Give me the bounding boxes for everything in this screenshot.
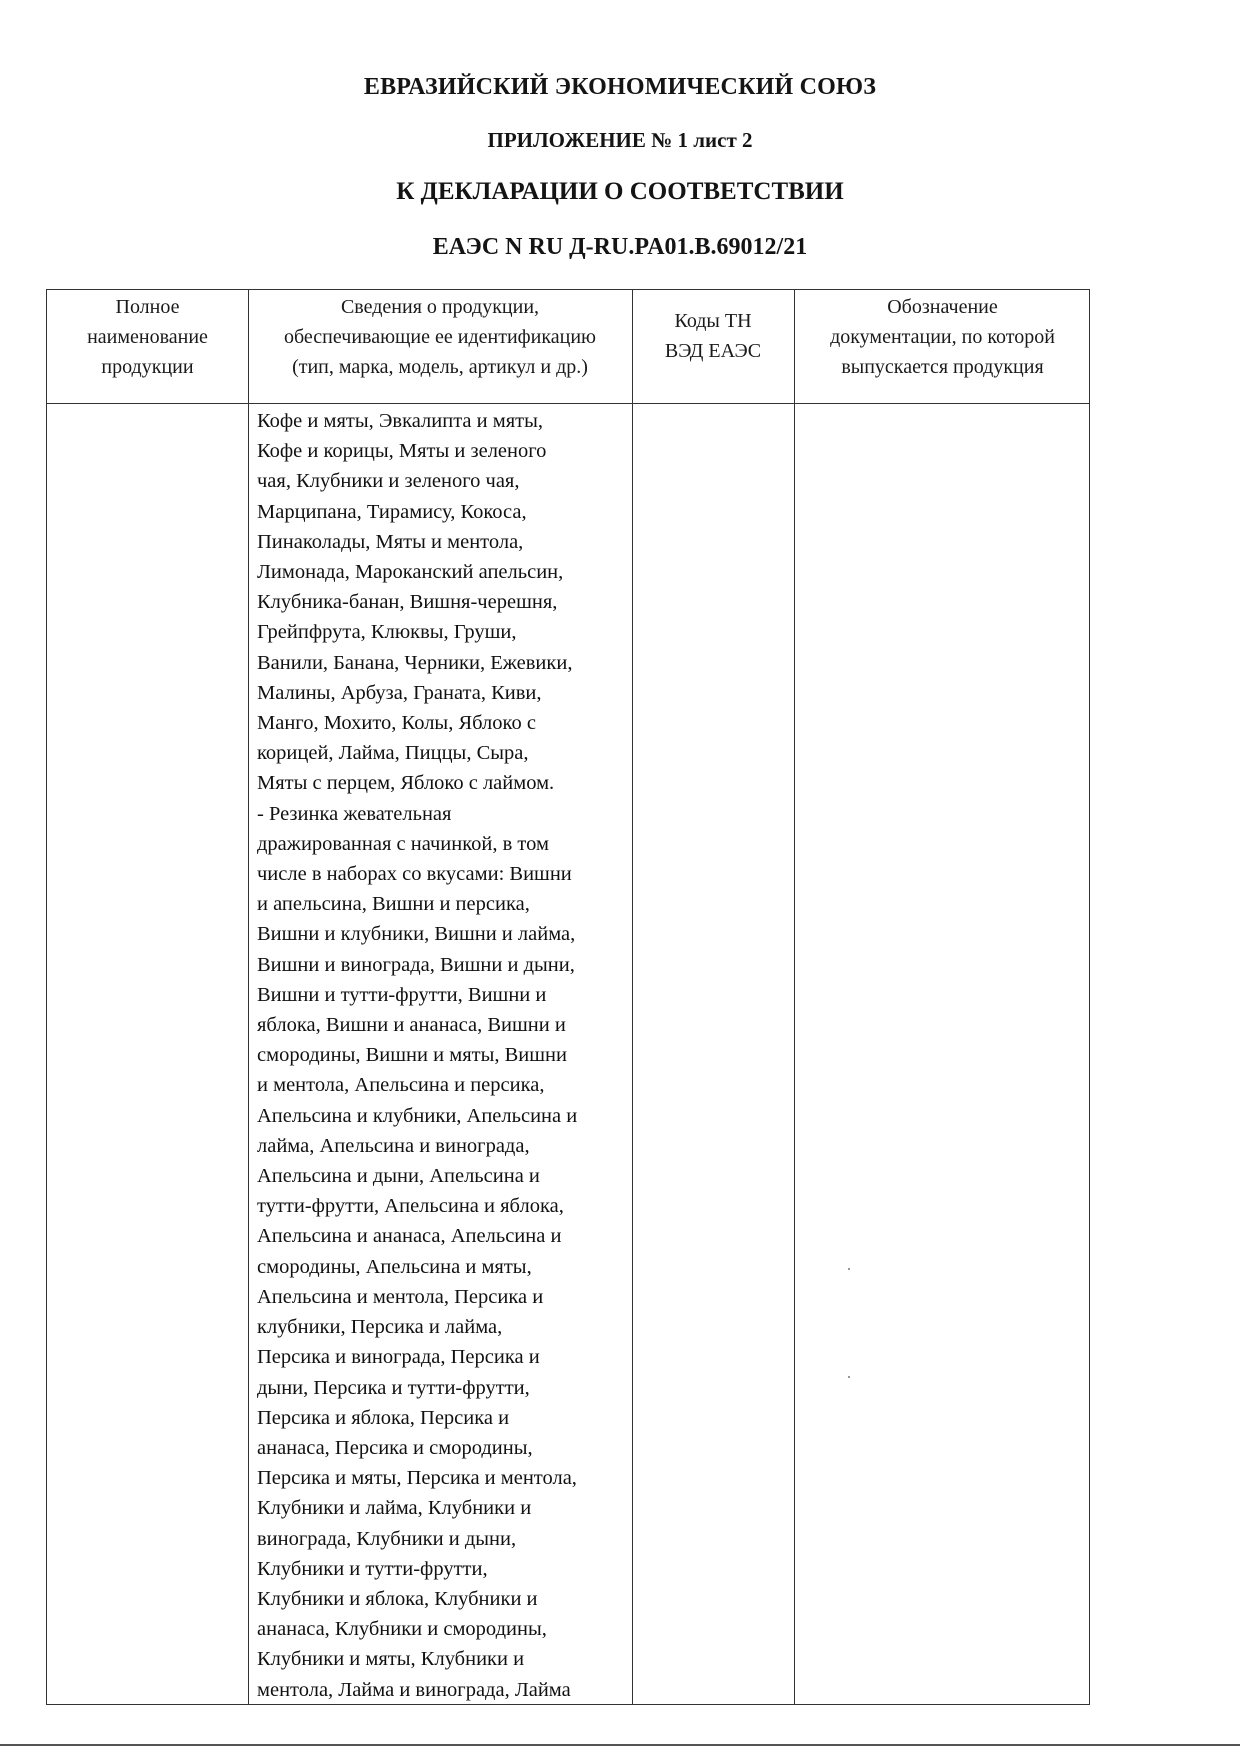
product-info-line: Персика и винограда, Персика и <box>257 1346 540 1369</box>
product-info-line: и апельсина, Вишни и персика, <box>257 893 530 916</box>
product-info-line: Лимонада, Мароканский апельсин, <box>257 561 564 584</box>
product-info-line: ментола, Лайма и винограда, Лайма <box>257 1678 571 1701</box>
product-info-line: Апельсина и дыни, Апельсина и <box>257 1165 540 1188</box>
scan-speck <box>848 1376 850 1378</box>
header-product-info-text: Сведения о продукции, обеспечивающие ее идентификацию (тип, марка, модель, артикул и др.) <box>284 296 596 378</box>
product-info-line: Апельсина и ананаса, Апельсина и <box>257 1225 562 1248</box>
header-tn-ved-codes-text: Коды ТН ВЭД ЕАЭС <box>664 310 762 362</box>
product-info-line: дыни, Персика и тутти-фрутти, <box>257 1376 530 1399</box>
product-info-line: тутти-фрутти, Апельсина и яблока, <box>257 1195 564 1218</box>
product-info-line: Клубники и тутти-фрутти, <box>257 1557 488 1580</box>
product-info-line: корицей, Лайма, Пиццы, Сыра, <box>257 742 529 765</box>
product-info-line: ананаса, Персика и смородины, <box>257 1436 533 1459</box>
product-info-line: Клубники и мяты, Клубники и <box>257 1648 525 1671</box>
union-title: ЕВРАЗИЙСКИЙ ЭКОНОМИЧЕСКИЙ СОЮЗ <box>363 74 877 100</box>
scan-speck <box>848 1268 850 1270</box>
product-info-line: числе в наборах со вкусами: Вишни <box>257 863 572 886</box>
column-divider <box>248 290 249 1704</box>
product-info-line: Клубника-банан, Вишня-черешня, <box>257 591 558 614</box>
header-documentation <box>794 290 1091 403</box>
declaration-title: К ДЕКЛАРАЦИИ О СООТВЕТСТВИИ <box>396 178 844 205</box>
product-info-line: ананаса, Клубники и смородины, <box>257 1618 547 1641</box>
product-info-line: Марципана, Тирамису, Кокоса, <box>257 500 527 523</box>
product-info-line: - Резинка жевательная <box>257 802 452 825</box>
cell-product-name <box>47 404 248 1704</box>
product-info-line: клубники, Персика и лайма, <box>257 1316 503 1339</box>
product-info-line: Апельсина и клубники, Апельсина и <box>257 1104 578 1127</box>
cell-documentation <box>794 404 1091 1704</box>
product-info-line: яблока, Вишни и ананаса, Вишни и <box>257 1014 566 1037</box>
product-info-line: Вишни и клубники, Вишни и лайма, <box>257 923 576 946</box>
product-info-line: Персика и яблока, Персика и <box>257 1406 510 1429</box>
product-info-line: Вишни и винограда, Вишни и дыни, <box>257 953 575 976</box>
product-info-line: Ванили, Банана, Черники, Ежевики, <box>257 651 573 674</box>
product-info-line: Кофе и корицы, Мяты и зеленого <box>257 440 547 463</box>
product-info-line: Клубники и лайма, Клубники и <box>257 1497 532 1520</box>
declaration-number: ЕАЭС N RU Д-RU.PA01.B.69012/21 <box>432 234 808 260</box>
header-tn-ved-codes <box>632 290 794 403</box>
products-table <box>46 289 1090 1705</box>
product-info-line: Персика и мяты, Персика и ментола, <box>257 1467 577 1490</box>
page-bottom-edge <box>0 1744 1240 1746</box>
cell-tn-ved-codes <box>632 404 794 1704</box>
product-info-line: Вишни и тутти-фрутти, Вишни и <box>257 983 547 1006</box>
product-info-line: Манго, Мохито, Колы, Яблоко с <box>257 712 536 735</box>
cell-product-info <box>257 406 629 1705</box>
product-info-line: дражированная с начинкой, в том <box>257 832 549 855</box>
product-info-line: лайма, Апельсина и винограда, <box>257 1134 530 1157</box>
product-info-line: Малины, Арбуза, Граната, Киви, <box>257 681 542 704</box>
product-info-line: смородины, Вишни и мяты, Вишни <box>257 1044 567 1067</box>
product-info-line: смородины, Апельсина и мяты, <box>257 1255 532 1278</box>
product-info-line: и ментола, Апельсина и персика, <box>257 1074 545 1097</box>
header-product-info <box>248 290 632 403</box>
product-info-line: Мяты с перцем, Яблоко с лаймом. <box>257 772 555 795</box>
product-info-line: Апельсина и ментола, Персика и <box>257 1285 544 1308</box>
product-info-line: винограда, Клубники и дыни, <box>257 1527 517 1550</box>
header-product-name-text: Полное наименование продукции <box>87 296 208 378</box>
header-product-name <box>47 290 248 403</box>
product-info-line: Грейпфрута, Клюквы, Груши, <box>257 621 517 644</box>
product-info-line: чая, Клубники и зеленого чая, <box>257 470 520 493</box>
product-info-line: Клубники и яблока, Клубники и <box>257 1587 538 1610</box>
product-info-line: Пинаколады, Мяты и ментола, <box>257 530 524 553</box>
header-documentation-text: Обозначение документации, по которой выпускается продукция <box>830 296 1055 378</box>
appendix-title: ПРИЛОЖЕНИЕ № 1 лист 2 <box>487 128 753 152</box>
product-info-line: Кофе и мяты, Эвкалипта и мяты, <box>257 410 543 432</box>
